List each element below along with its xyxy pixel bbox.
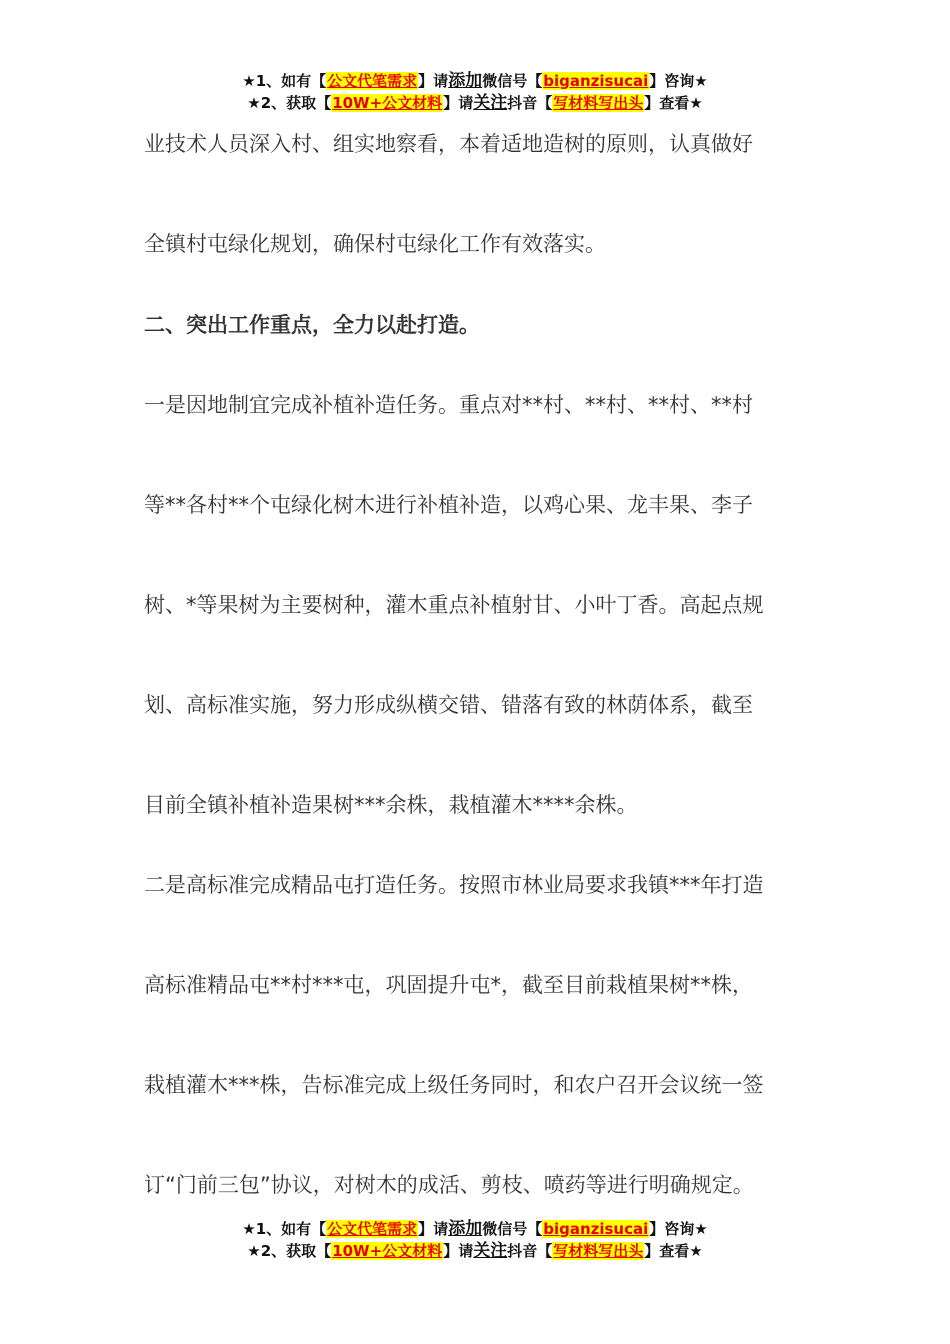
highlight-text: 公文代笔需求 [327,72,418,90]
paragraph-line: 全镇村屯绿化规划，确保村屯绿化工作有效落实。 [144,232,606,256]
paragraph-line: 二是高标准完成精品屯打造任务。按照市林业局要求我镇***年打造 [144,873,764,897]
emphasis-text: 添加 [448,1219,483,1239]
star-icon: ★ [242,1220,256,1238]
highlight-text: 公文代笔需求 [327,1220,418,1238]
paragraph-line: 高标准精品屯**村***屯，巩固提升屯*，截至目前栽植果树**株， [144,973,753,997]
paragraph-line: 栽植灌木***株，告标准完成上级任务同时，和农户召开会议统一签 [144,1073,764,1097]
banner-line-2 [0,92,950,114]
banner-text: 】请 [443,1242,474,1260]
banner-text: 2、获取【 [260,94,332,112]
banner-text: 】请 [443,94,474,112]
banner-text: 1、如有【 [255,1220,327,1238]
emphasis-text: 关注 [473,93,508,113]
paragraph-line: 等**各村**个屯绿化树木进行补植补造，以鸡心果、龙丰果、李子 [144,493,753,517]
banner-text: 微信号【 [482,72,543,90]
banner-text: 】咨询 [649,72,695,90]
paragraph-line: 订“门前三包”协议，对树木的成活、剪枝、喷药等进行明确规定。 [144,1173,754,1197]
emphasis-text: 关注 [473,1241,508,1261]
paragraph-line: 目前全镇补植补造果树***余株，栽植灌木****余株。 [144,793,638,817]
star-icon: ★ [694,72,708,90]
banner-line-1 [0,70,950,92]
paragraph-line: 树、*等果树为主要树种，灌木重点补植射甘、小叶丁香。高起点规 [144,593,764,617]
footer-banner [0,1218,950,1262]
banner-text: 】请 [418,1220,449,1238]
star-icon: ★ [242,72,256,90]
douyin-account-link[interactable]: 写材料写出头 [553,1242,644,1260]
section-heading: 二、突出工作重点，全力以赴打造。 [144,313,480,337]
paragraph-line: 划、高标准实施，努力形成纵横交错、错落有致的林荫体系，截至 [144,693,753,717]
banner-text: 微信号【 [482,1220,543,1238]
wechat-id-link[interactable]: biganzisucai [543,72,649,90]
banner-text: 1、如有【 [255,72,327,90]
star-icon: ★ [689,94,703,112]
banner-text: 】请 [418,72,449,90]
banner-text: 】查看 [644,94,690,112]
highlight-text: 10W+公文材料 [332,94,443,112]
paragraph-line: 业技术人员深入村、组实地察看，本着适地造树的原则，认真做好 [144,132,753,156]
wechat-id-link[interactable]: biganzisucai [543,1220,649,1238]
emphasis-text: 添加 [448,71,483,91]
highlight-text: 10W+公文材料 [332,1242,443,1260]
star-icon: ★ [689,1242,703,1260]
douyin-account-link[interactable]: 写材料写出头 [553,94,644,112]
star-icon: ★ [247,94,261,112]
banner-line-1 [0,1218,950,1240]
banner-text: 抖音【 [507,1242,553,1260]
header-banner [0,70,950,114]
banner-text: 2、获取【 [260,1242,332,1260]
banner-text: 抖音【 [507,94,553,112]
star-icon: ★ [247,1242,261,1260]
banner-text: 】咨询 [649,1220,695,1238]
star-icon: ★ [694,1220,708,1238]
banner-text: 】查看 [644,1242,690,1260]
banner-line-2 [0,1240,950,1262]
paragraph-line: 一是因地制宜完成补植补造任务。重点对**村、**村、**村、**村 [144,393,753,417]
